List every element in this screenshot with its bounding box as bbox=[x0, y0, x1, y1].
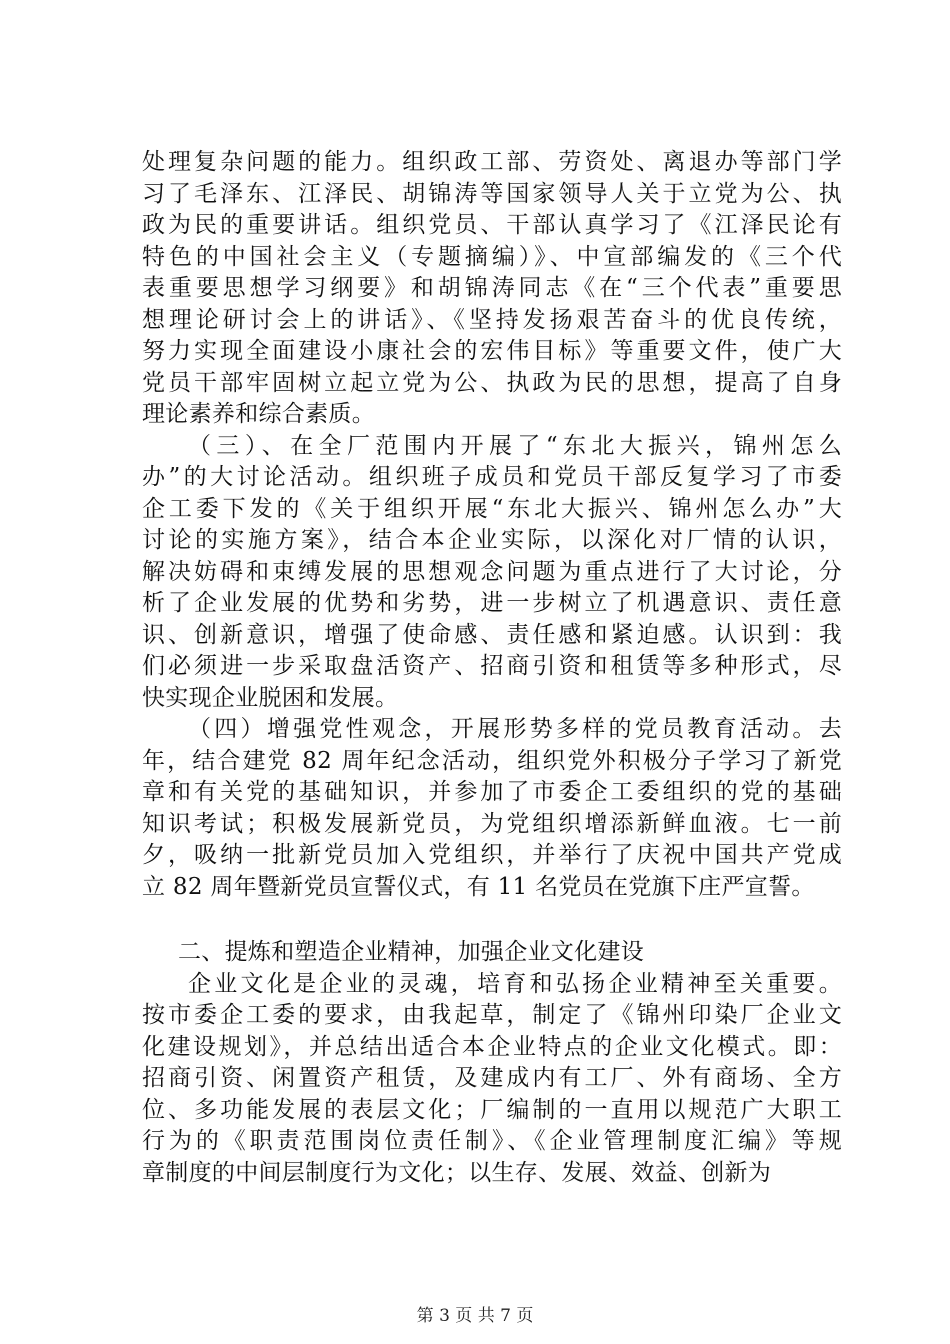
text-line: 理论素养和综合素质。 bbox=[142, 401, 375, 427]
text-line: 习了毛泽东、江泽民、胡锦涛等国家领导人关于立党为公、执 bbox=[142, 180, 842, 207]
paragraph bbox=[142, 147, 842, 431]
text-line: 化建设规划》，并总结出适合本企业特点的企业文化模式。即： bbox=[142, 1033, 842, 1060]
text-line: 知识考试；积极发展新党员，为党组织增添新鲜血液。七一前 bbox=[142, 810, 842, 837]
text-line: 招商引资、闲置资产租赁，及建成内有工厂、外有商场、全方 bbox=[142, 1065, 842, 1091]
text-line: 政为民的重要讲话。组织党员、干部认真学习了《江泽民论有 bbox=[142, 212, 842, 238]
text-line: 特色的中国社会主义（专题摘编）》、中宣部编发的《三个代 bbox=[142, 243, 842, 270]
text-line: 夕，吸纳一批新党员加入党组织，并举行了庆祝中国共产党成 bbox=[142, 842, 842, 868]
text-line: 解决妨碍和束缚发展的思想观念问题为重点进行了大讨论，分 bbox=[142, 558, 842, 585]
text-line: 识、创新意识，增强了使命感、责任感和紧迫感。认识到：我 bbox=[142, 621, 842, 648]
text-line: 行为的《职责范围岗位责任制》、《企业管理制度汇编》等规 bbox=[142, 1128, 842, 1154]
paragraph bbox=[142, 714, 842, 903]
paragraph bbox=[142, 969, 842, 1190]
text-line: 办”的大讨论活动。组织班子成员和党员干部反复学习了市委 bbox=[142, 464, 842, 490]
text-line: 立 82 周年暨新党员宣誓仪式，有 11 名党员在党旗下庄严宣誓。 bbox=[142, 873, 815, 900]
section-heading bbox=[142, 937, 842, 969]
text-line: 快实现企业脱困和发展。 bbox=[142, 684, 399, 711]
text-line: 章制度的中间层制度行为文化；以生存、发展、效益、创新为 bbox=[142, 1159, 772, 1186]
text-line: 企工委下发的《关于组织开展“东北大振兴、锦州怎么办”大 bbox=[142, 495, 842, 522]
text-line: 想理论研讨会上的讲话》、《坚持发扬艰苦奋斗的优良传统， bbox=[142, 306, 842, 333]
section-gap bbox=[142, 903, 842, 937]
text-line: 按市委企工委的要求，由我起草，制定了《锦州印染厂企业文 bbox=[142, 1002, 842, 1028]
text-line: 们必须进一步采取盘活资产、招商引资和租赁等多种形式，尽 bbox=[142, 653, 842, 679]
text-line: 努力实现全面建设小康社会的宏伟目标》等重要文件，使广大 bbox=[142, 338, 842, 364]
text-line: 党员干部牢固树立起立党为公、执政为民的思想，提高了自身 bbox=[142, 369, 842, 396]
text-line: 二、提炼和塑造企业精神，加强企业文化建设 bbox=[178, 939, 644, 965]
text-line: 处理复杂问题的能力。组织政工部、劳资处、离退办等部门学 bbox=[142, 149, 842, 175]
text-line: 析了企业发展的优势和劣势，进一步树立了机遇意识、责任意 bbox=[142, 590, 842, 616]
text-line: 表重要思想学习纲要》和胡锦涛同志《在“三个代表”重要思 bbox=[142, 275, 842, 301]
text-line: （四）增强党性观念，开展形势多样的党员教育活动。去 bbox=[188, 716, 842, 742]
text-line: （三）、在全厂范围内开展了“东北大振兴，锦州怎么 bbox=[188, 432, 842, 459]
document-body bbox=[142, 147, 842, 1189]
text-line: 企业文化是企业的灵魂，培育和弘扬企业精神至关重要。 bbox=[188, 970, 842, 997]
paragraph bbox=[142, 431, 842, 715]
page-footer: 第 3 页 共 7 页 bbox=[416, 1306, 534, 1326]
text-line: 位、多功能发展的表层文化；厂编制的一直用以规范广大职工 bbox=[142, 1096, 842, 1123]
text-line: 章和有关党的基础知识，并参加了市委企工委组织的党的基础 bbox=[142, 779, 842, 805]
text-line: 年，结合建党 82 周年纪念活动，组织党外积极分子学习了新党 bbox=[142, 747, 842, 774]
text-line: 讨论的实施方案》，结合本企业实际，以深化对厂情的认识， bbox=[142, 527, 842, 553]
